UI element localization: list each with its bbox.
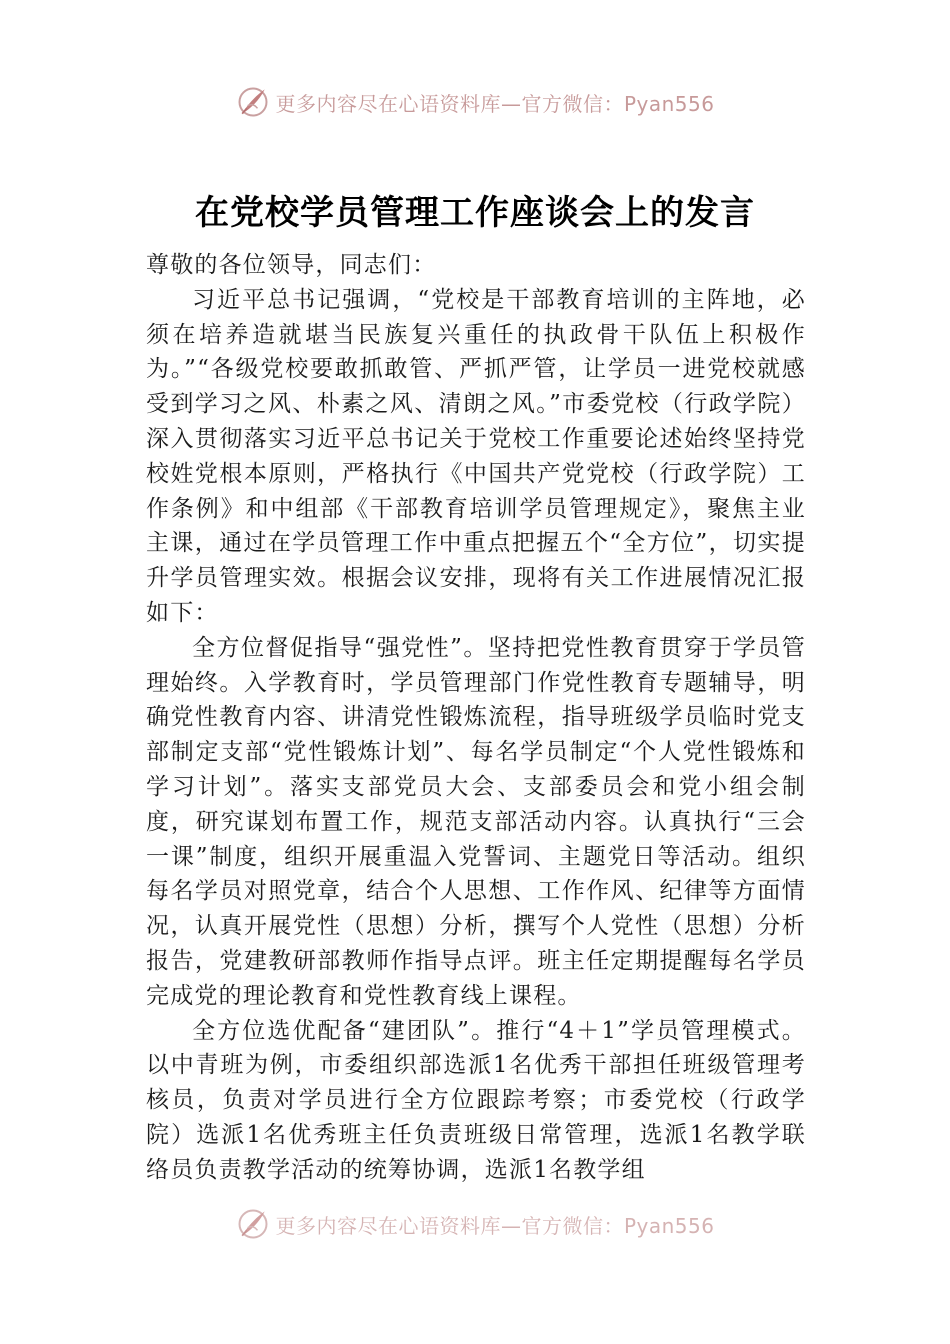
paragraph-intro: 习近平总书记强调，“党校是干部教育培训的主阵地，必须在培养造就堪当民族复兴重任的执政骨干队伍上积极作为。”“各级党校要敢抓敢管、严抓严管，让学员一进党校就感受到学习之风、朴素之风、清朗之风。”市委党校（行政学院）深入贯彻落实习近平总书记关于党校工作重要论述始终坚持党校姓党根本原则，严格执行《中国共产党党校（行政学院）工作条例》和中组部《干部教育培训学员管理规定》，聚焦主业主课，通过在学员管理工作中重点把握五个“全方位”，切实提升学员管理实效。根据会议安排，现将有关工作进展情况汇报如下： [146, 286, 806, 626]
watermark-text: 更多内容尽在心语资料库—官方微信：Pyan556 [275, 91, 715, 116]
paragraph-party-spirit: 全方位督促指导“强党性”。坚持把党性教育贯穿于学员管理始终。入学教育时，学员管理部门作党性教育专题辅导，明确党性教育内容、讲清党性锻炼流程，指导班级学员临时党支部制定支部“党性锻炼计划”、每名学员制定“个人党性锻炼和学习计划”。落实支部党员大会、支部委员会和党小组会制度，研究谋划布置工作，规范支部活动内容。认真执行“三会一课”制度，组织开展重温入党誓词、主题党日等活动。组织每名学员对照党章，结合个人思想、工作作风、纪律等方面情况，认真开展党性（思想）分析，撰写个人党性（思想）分析报告，党建教研部教师作指导点评。班主任定期提醒每名学员完成党的理论教育和党性教育线上课程。 [146, 634, 806, 1009]
paragraph-team-building: 全方位选优配备“建团队”。推行“4＋1”学员管理模式。以中青班为例，市委组织部选派1名优秀干部担任班级管理考核员，负责对学员进行全方位跟踪考察；市委党校（行政学院）选派1名优秀班主任负责班级日常管理，选派1名教学联络员负责教学活动的统筹协调，选派1名教学组 [146, 1017, 806, 1183]
pen-quill-logo-icon [235, 1206, 271, 1242]
footer-watermark [0, 1206, 950, 1242]
salutation: 尊敬的各位领导，同志们： [146, 252, 437, 278]
document-title: 在党校学员管理工作座谈会上的发言 [195, 193, 755, 233]
document-body [146, 248, 806, 1208]
header-watermark [0, 84, 950, 120]
pen-quill-logo-icon [235, 84, 271, 120]
watermark-text: 更多内容尽在心语资料库—官方微信：Pyan556 [275, 1213, 715, 1238]
